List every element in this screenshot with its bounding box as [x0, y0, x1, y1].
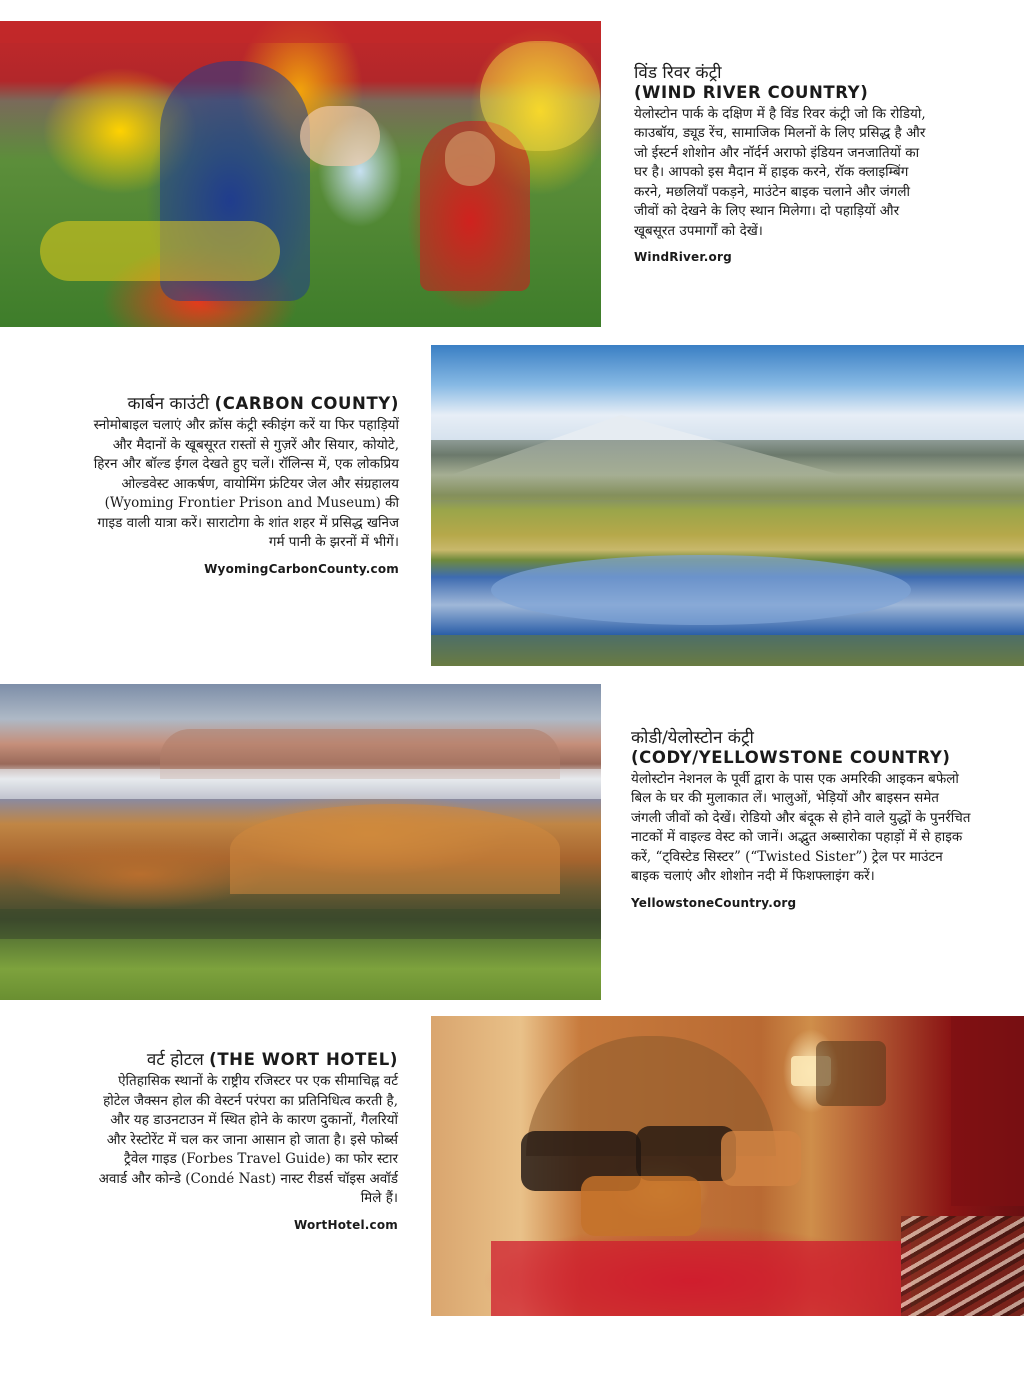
wort-hotel-body: ऐतिहासिक स्थानों के राष्ट्रीय रजिस्टर पर एक सीमाचिह्न वर्ट होटेल जैक्सन होल की वेस्टर्न परंपरा का प्रतिनिधित्व करती है, और यह डाउनटाउन में स्थित होने के कारण दुकानों, गैलरियों और रेस्टोरेंट में चल कर जाना आसान हो जाता है। इसे फोर्ब्स ट्रैवेल गाइड (Forbes Travel Guide) का फोर स्टार अवार्ड और कोन्डे (Condé Nast) नास्ट रीडर्स चॉइस अवॉर्ड मिले हैं।	[98, 1073, 398, 1206]
carbon-county-title-english: (CARBON COUNTY)	[214, 394, 399, 413]
wind-river-title-hindi: विंड रिवर कंट्री	[634, 63, 722, 83]
wort-hotel-title-hindi: वर्ट होटल	[146, 1050, 204, 1070]
cody-yellowstone-title-hindi: कोडी/येलोस्टोन कंट्री	[631, 728, 754, 748]
cody-yellowstone-landscape-photo	[0, 684, 601, 1000]
wind-river-url[interactable]: WindRiver.org	[634, 250, 732, 264]
wind-river-body: येलोस्टोन पार्क के दक्षिण में है विंड रिवर कंट्री जो कि रोडियो, काउबॉय, ड्यूड रेंच, सामाजिक मिलनों के लिए प्रसिद्ध है और जो ईस्टर्न शोशोन और नॉर्दर्न अराफो इंडियन जनजातियों का घर है। आपको इस मैदान में हाइक करने, रॉक क्लाइम्बिंग करने, मछलियाँ पकड़ने, माउंटेन बाइक चलाने और जंगली जीवों को देखने के लिए स्थान मिलेगा। दो पहाड़ियों और खूबसूरत उपमार्गों को देखें।	[634, 105, 926, 239]
cody-yellowstone-url[interactable]: YellowstoneCountry.org	[631, 895, 797, 910]
carbon-county-section	[92, 394, 399, 579]
cody-yellowstone-body: येलोस्टोन नेशनल के पूर्वी द्वारा के पास एक अमरिकी आइकन बफेलो बिल के घर की मुलाकात लें। भालुओं, भेड़ियों और बाइसन समेत जंगली जीवों को देखें। रोडियो और बंदूक से होने वाले युद्धों के पुनर्रचित नाटकों में वाइल्ड वेस्ट को जानें। अद्भुत अब्सारोका पहाड़ों में से हाइक करें, “ट्विस्टेड सिस्टर” (“Twisted Sister”) ट्रेल पर माउंटन बाइक चलाएं और शोशोन नदी में फिशफ्लाइंग करें।	[631, 770, 971, 884]
carbon-county-url[interactable]: WyomingCarbonCounty.com	[204, 561, 399, 576]
wind-river-section	[634, 63, 934, 268]
wind-river-title-english: (WIND RIVER COUNTRY)	[634, 83, 869, 102]
carbon-county-mountain-photo	[431, 345, 1024, 666]
wort-hotel-bedroom-photo	[431, 1016, 1024, 1316]
wind-river-powwow-photo	[0, 21, 601, 327]
wort-hotel-url[interactable]: WortHotel.com	[293, 1217, 398, 1232]
carbon-county-title-hindi: कार्बन काउंटी	[127, 394, 210, 414]
wort-hotel-title-english: (THE WORT HOTEL)	[209, 1050, 398, 1069]
cody-yellowstone-section	[631, 728, 971, 913]
cody-yellowstone-title-english: (CODY/YELLOWSTONE COUNTRY)	[631, 748, 951, 767]
wort-hotel-section	[97, 1050, 398, 1235]
carbon-county-body: स्नोमोबाइल चलाएं और क्रॉस कंट्री स्कीइंग करें या फिर पहाड़ियों और मैदानों के खूबसूरत रास्तों से गुज़रें और सियार, कोयोटे, हिरन और बॉल्ड ईगल देखते हुए चलें। रॉलिन्स में, एक लोकप्रिय ओल्डवेस्ट आकर्षण, वायोमिंग फ्रंटियर जेल और संग्रहालय (Wyoming Frontier Prison and Museum) की गाइड वाली यात्रा करें। साराटोगा के शांत शहर में प्रसिद्ध खनिज गर्म पानी के झरनों में भीगें।	[93, 417, 399, 550]
